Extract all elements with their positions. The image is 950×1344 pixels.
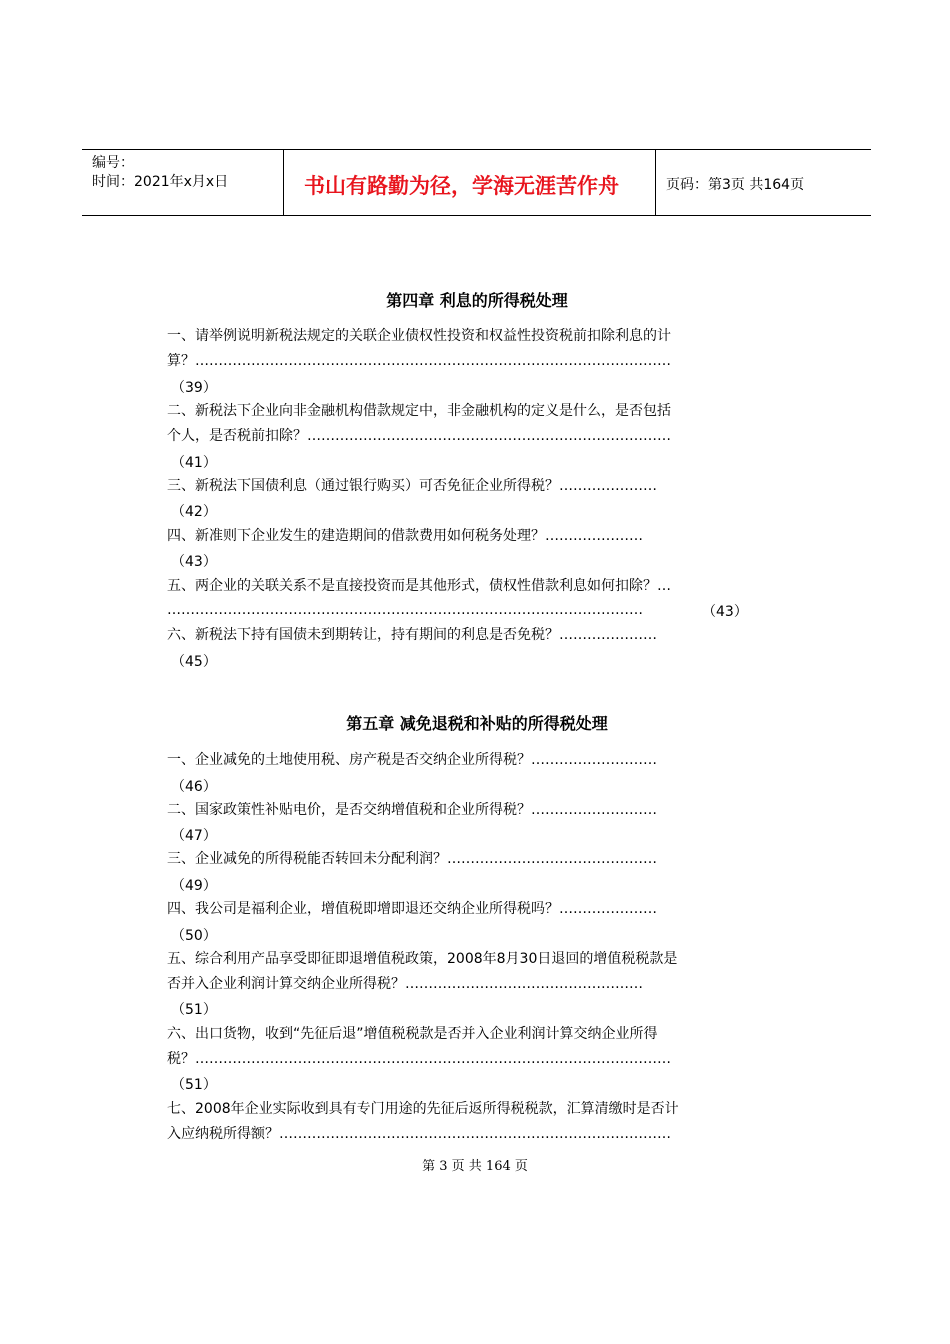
- header-motto-cell: [284, 150, 656, 215]
- toc-page-number: （51）: [171, 1077, 217, 1093]
- toc-page-number: （51）: [171, 1002, 217, 1018]
- toc-entry-line: 个人，是否税前扣除？……………………………………………………………………: [167, 428, 671, 444]
- toc-page-number: （39）: [171, 380, 217, 396]
- toc-page-number: （43）: [702, 604, 748, 620]
- toc-page-number: （42）: [171, 504, 217, 520]
- toc-entry-line: 七、2008年企业实际收到具有专门用途的先征后返所得税税款，汇算清缴时是否计: [167, 1101, 679, 1117]
- toc-entry-line: 五、综合利用产品享受即征即退增值税政策，2008年8月30日退回的增值税税款是: [167, 951, 678, 967]
- motto-text: 书山有路勤为径，学海无涯苦作舟: [304, 174, 619, 198]
- toc-page-number: （45）: [171, 654, 217, 670]
- toc-entry-line: 三、企业减免的所得税能否转回未分配利润？………………………………………: [167, 851, 657, 867]
- toc-entry-line: 一、企业减免的土地使用税、房产税是否交纳企业所得税？………………………: [167, 752, 657, 768]
- toc-entry-line: 六、新税法下持有国债未到期转让，持有期间的利息是否免税？…………………: [167, 627, 657, 643]
- toc-page-number: （49）: [171, 878, 217, 894]
- code-label: 编号：: [92, 155, 134, 171]
- header-meta: [82, 150, 284, 215]
- toc-entry-line: 入应纳税所得额？…………………………………………………………………………: [167, 1126, 671, 1142]
- header-page-cell: [656, 150, 871, 215]
- page-info: 页码：第3页 共164页: [666, 177, 805, 193]
- toc-entry-line: 二、新税法下企业向非金融机构借款规定中，非金融机构的定义是什么，是否包括: [167, 403, 671, 419]
- toc-page-number: （43）: [171, 554, 217, 570]
- toc-entry-line: …………………………………………………………………………………………: [167, 602, 643, 618]
- time-label: 时间：2021年x月x日: [92, 174, 229, 190]
- toc-entry-line: 六、出口货物，收到“先征后退”增值税税款是否并入企业利润计算交纳企业所得: [167, 1026, 658, 1042]
- toc-entry-line: 四、新准则下企业发生的建造期间的借款费用如何税务处理？…………………: [167, 528, 643, 544]
- toc-page-number: （46）: [171, 779, 217, 795]
- toc-page-number: （47）: [171, 828, 217, 844]
- toc-page-number: （41）: [171, 455, 217, 471]
- chapter-title: 第四章 利息的所得税处理: [386, 291, 568, 310]
- toc-entry-line: 算？…………………………………………………………………………………………: [167, 353, 671, 369]
- toc-entry-line: 税？…………………………………………………………………………………………: [167, 1051, 671, 1067]
- toc-entry-line: 否并入企业利润计算交纳企业所得税？……………………………………………: [167, 976, 643, 992]
- toc-entry-line: 一、请举例说明新税法规定的关联企业债权性投资和权益性投资税前扣除利息的计: [167, 328, 671, 344]
- document-header: [82, 149, 871, 216]
- toc-page-number: （50）: [171, 928, 217, 944]
- toc-entry-line: 五、两企业的关联关系不是直接投资而是其他形式，债权性借款利息如何扣除？…: [167, 578, 671, 594]
- chapter-title: 第五章 减免退税和补贴的所得税处理: [346, 714, 608, 733]
- page-footer: 第 3 页 共 164 页: [422, 1159, 528, 1174]
- toc-entry-line: 四、我公司是福利企业，增值税即增即退还交纳企业所得税吗？…………………: [167, 901, 657, 917]
- toc-entry-line: 三、新税法下国债利息（通过银行购买）可否免征企业所得税？…………………: [167, 478, 657, 494]
- toc-entry-line: 二、国家政策性补贴电价，是否交纳增值税和企业所得税？………………………: [167, 802, 657, 818]
